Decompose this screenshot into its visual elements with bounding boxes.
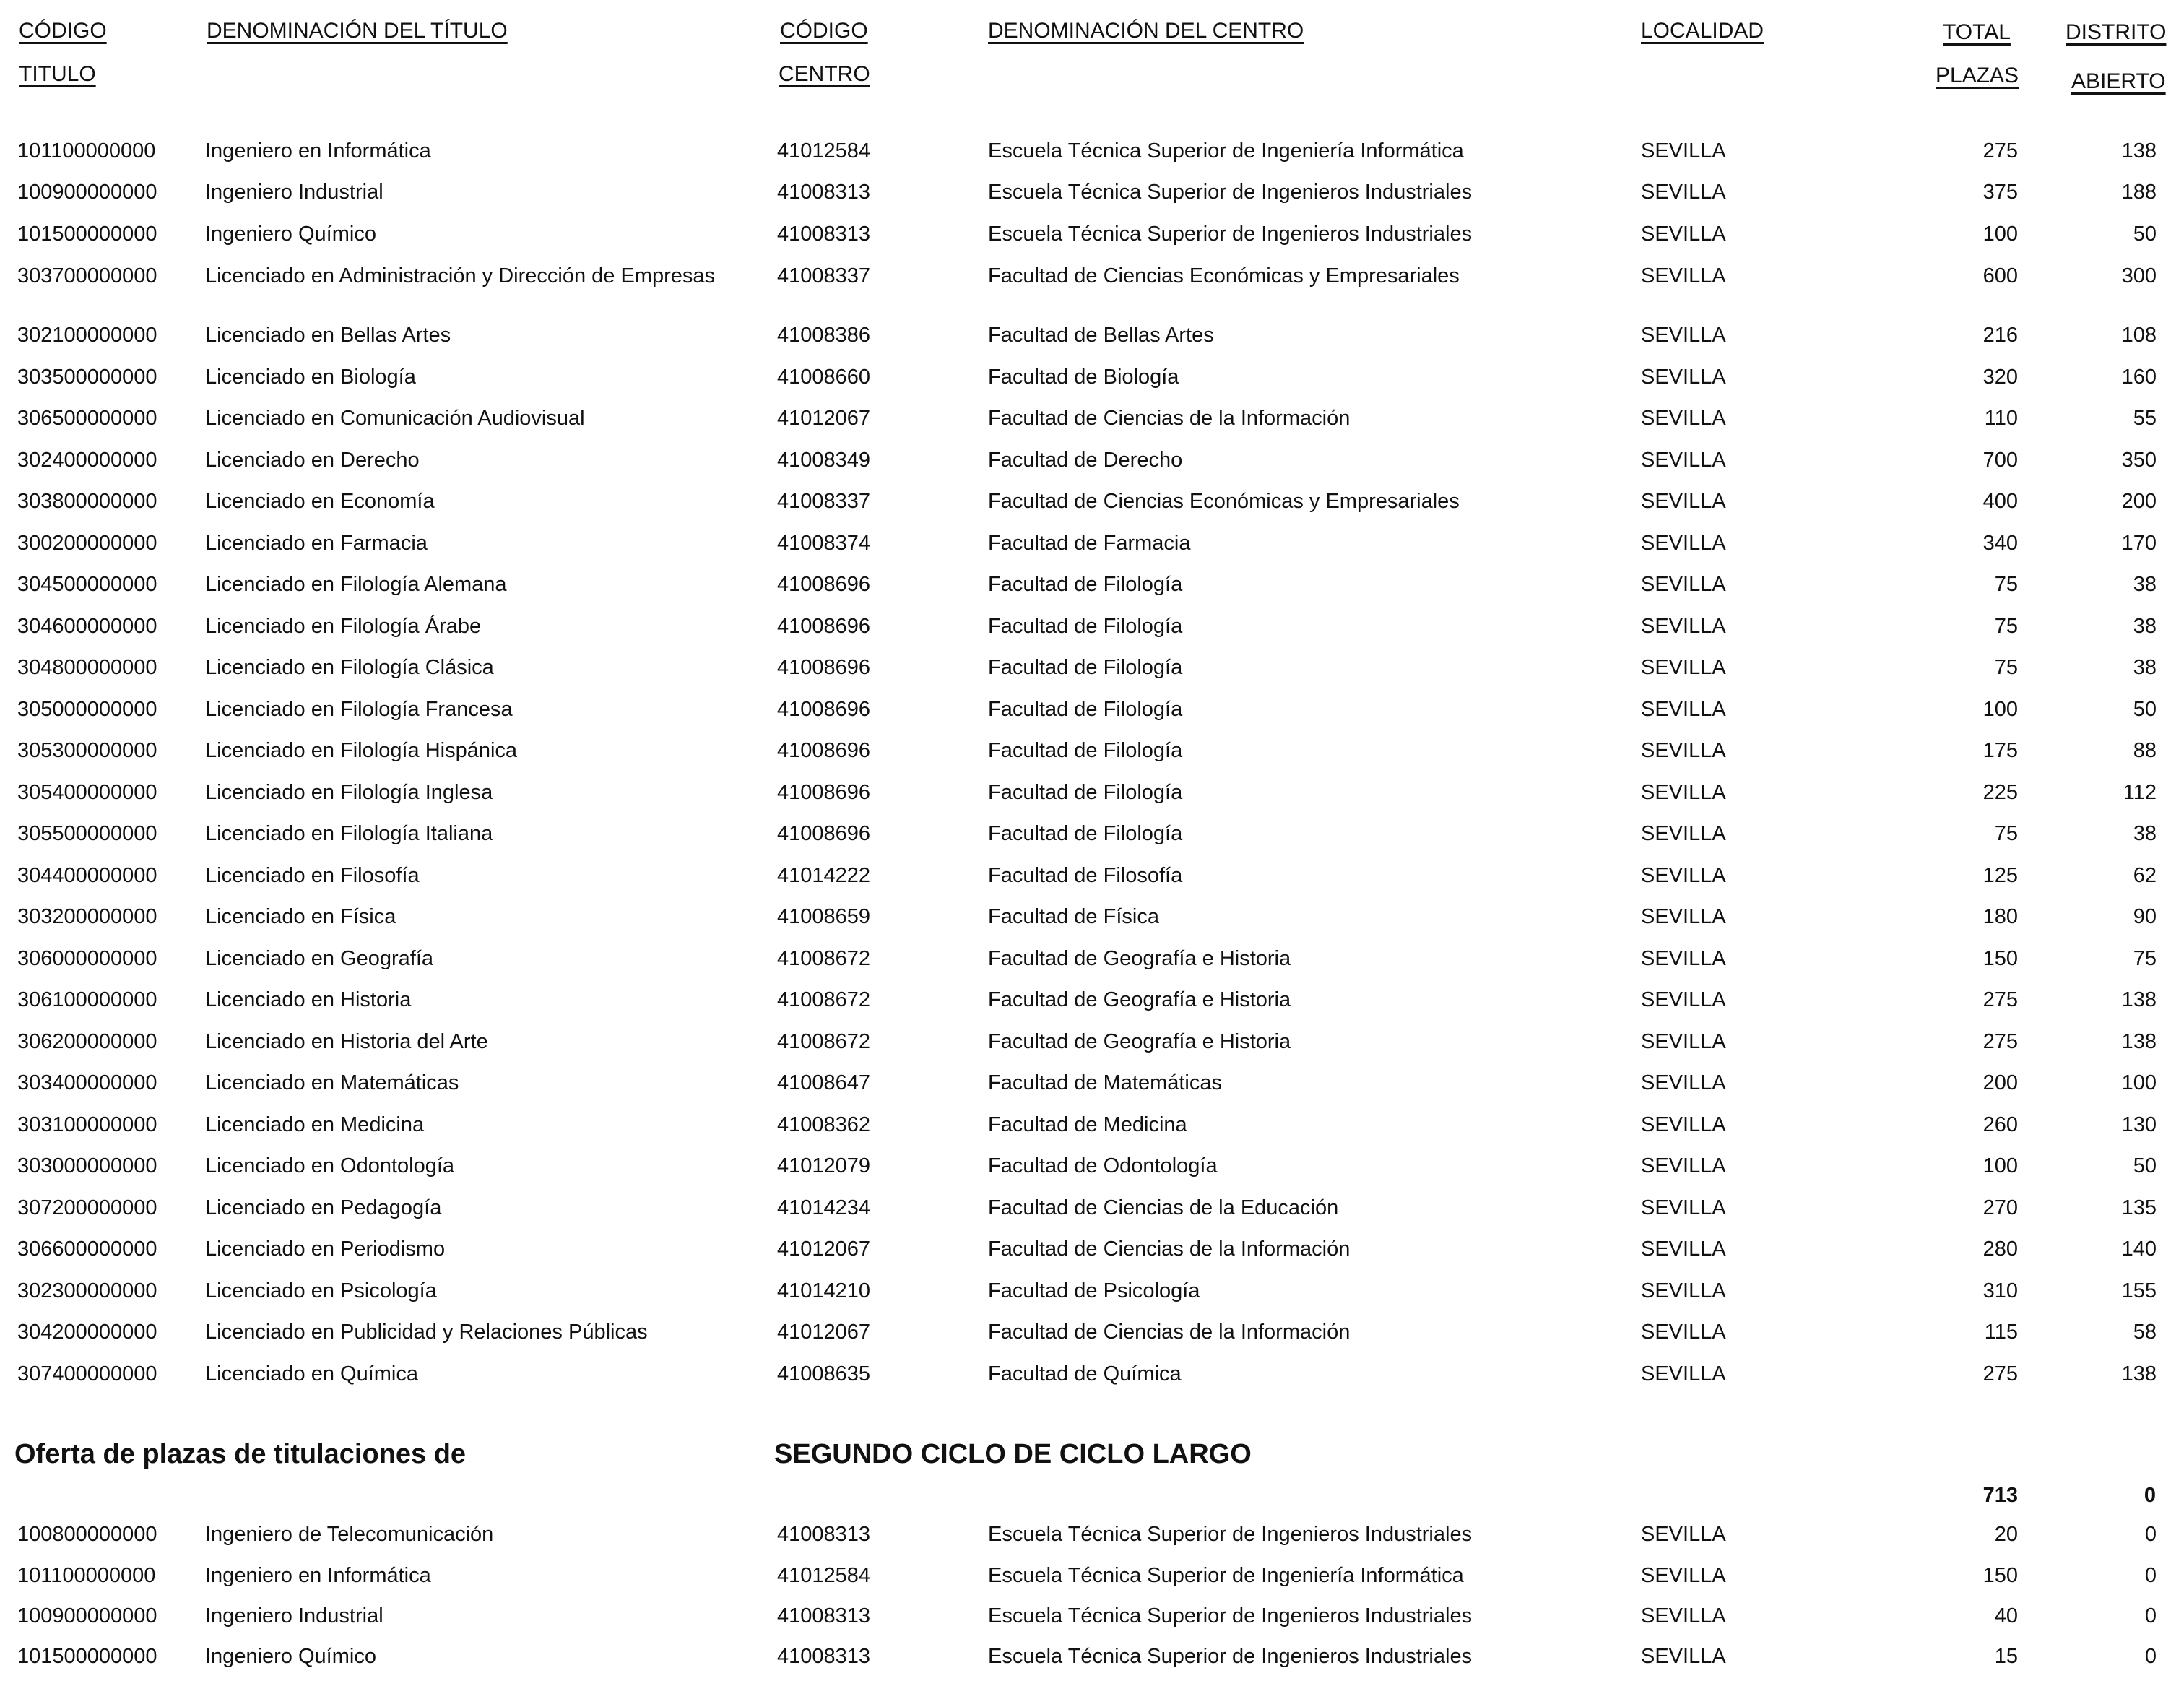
- cell-denominacion-titulo: Licenciado en Comunicación Audiovisual: [205, 407, 585, 430]
- cell-denominacion-titulo: Licenciado en Filología Hispánica: [205, 739, 518, 762]
- cell-distrito-abierto: 38: [2133, 656, 2157, 679]
- cell-denominacion-centro: Facultad de Geografía e Historia: [988, 1030, 1291, 1053]
- cell-localidad: SEVILLA: [1641, 656, 1726, 679]
- cell-denominacion-centro: Facultad de Filología: [988, 698, 1183, 721]
- cell-distrito-abierto: 138: [2121, 988, 2157, 1011]
- cell-codigo-centro: 41008696: [777, 573, 871, 596]
- cell-denominacion-titulo: Licenciado en Psicología: [205, 1279, 437, 1302]
- cell-codigo-centro: 41008374: [777, 532, 871, 555]
- cell-codigo-centro: 41008386: [777, 324, 871, 347]
- cell-denominacion-centro: Facultad de Geografía e Historia: [988, 947, 1291, 970]
- section-title-left: Oferta de plazas de titulaciones de: [14, 1439, 467, 1469]
- cell-distrito-abierto: 0: [2144, 1604, 2157, 1628]
- cell-codigo-centro: 41008660: [777, 366, 871, 389]
- cell-distrito-abierto: 38: [2133, 822, 2157, 845]
- cell-codigo-titulo: 100800000000: [17, 1523, 157, 1546]
- cell-denominacion-titulo: Licenciado en Geografía: [205, 947, 433, 970]
- cell-distrito-abierto: 100: [2121, 1071, 2157, 1094]
- cell-denominacion-titulo: Licenciado en Filosofía: [205, 864, 420, 887]
- cell-distrito-abierto: 50: [2133, 1154, 2157, 1177]
- cell-distrito-abierto: 0: [2144, 1564, 2157, 1587]
- cell-codigo-titulo: 306200000000: [17, 1030, 157, 1053]
- cell-total-plazas: 150: [1982, 1564, 2018, 1587]
- cell-denominacion-centro: Facultad de Química: [988, 1362, 1182, 1386]
- cell-localidad: SEVILLA: [1641, 1113, 1726, 1136]
- cell-denominacion-centro: Escuela Técnica Superior de Ingenieros Industriales: [988, 1604, 1473, 1628]
- header-codigo-titulo-line1: CÓDIGO: [19, 19, 107, 43]
- cell-distrito-abierto: 140: [2121, 1237, 2157, 1261]
- cell-localidad: SEVILLA: [1641, 573, 1726, 596]
- cell-codigo-titulo: 307400000000: [17, 1362, 157, 1386]
- cell-distrito-abierto: 300: [2121, 264, 2157, 288]
- cell-denominacion-centro: Facultad de Derecho: [988, 449, 1183, 472]
- cell-denominacion-titulo: Licenciado en Publicidad y Relaciones Públicas: [205, 1321, 648, 1344]
- cell-localidad: SEVILLA: [1641, 1645, 1726, 1668]
- cell-localidad: SEVILLA: [1641, 615, 1726, 638]
- cell-denominacion-centro: Escuela Técnica Superior de Ingenieros Industriales: [988, 222, 1473, 246]
- cell-codigo-titulo: 306000000000: [17, 947, 157, 970]
- cell-total-plazas: 180: [1982, 905, 2018, 928]
- cell-denominacion-titulo: Licenciado en Odontología: [205, 1154, 455, 1177]
- cell-localidad: SEVILLA: [1641, 1523, 1726, 1546]
- cell-codigo-centro: 41008349: [777, 449, 871, 472]
- cell-localidad: SEVILLA: [1641, 1362, 1726, 1386]
- cell-localidad: SEVILLA: [1641, 864, 1726, 887]
- cell-denominacion-titulo: Licenciado en Filología Francesa: [205, 698, 513, 721]
- cell-localidad: SEVILLA: [1641, 1154, 1726, 1177]
- cell-localidad: SEVILLA: [1641, 1279, 1726, 1302]
- section-title-right: SEGUNDO CICLO DE CICLO LARGO: [774, 1439, 1252, 1469]
- cell-codigo-titulo: 302300000000: [17, 1279, 157, 1302]
- header-codigo-titulo-line2: TITULO: [19, 62, 96, 86]
- header-distrito-line2: ABIERTO: [2071, 69, 2166, 93]
- cell-total-plazas: 40: [1994, 1604, 2018, 1628]
- cell-codigo-centro: 41008362: [777, 1113, 871, 1136]
- cell-codigo-titulo: 304500000000: [17, 573, 157, 596]
- cell-denominacion-centro: Facultad de Bellas Artes: [988, 324, 1214, 347]
- cell-codigo-centro: 41014222: [777, 864, 871, 887]
- cell-distrito-abierto: 155: [2121, 1279, 2157, 1302]
- cell-codigo-centro: 41008672: [777, 1030, 871, 1053]
- cell-total-plazas: 110: [1984, 407, 2018, 430]
- cell-codigo-titulo: 101100000000: [17, 139, 156, 163]
- cell-total-plazas: 275: [1982, 1030, 2018, 1053]
- cell-codigo-titulo: 303400000000: [17, 1071, 157, 1094]
- cell-distrito-abierto: 38: [2133, 615, 2157, 638]
- cell-distrito-abierto: 38: [2133, 573, 2157, 596]
- cell-distrito-abierto: 75: [2133, 947, 2157, 970]
- cell-localidad: SEVILLA: [1641, 1030, 1726, 1053]
- cell-denominacion-centro: Facultad de Farmacia: [988, 532, 1191, 555]
- cell-denominacion-centro: Facultad de Ciencias Económicas y Empresariales: [988, 264, 1460, 288]
- cell-denominacion-centro: Facultad de Odontología: [988, 1154, 1218, 1177]
- cell-total-plazas: 275: [1982, 1362, 2018, 1386]
- cell-localidad: SEVILLA: [1641, 1321, 1726, 1344]
- cell-denominacion-titulo: Licenciado en Química: [205, 1362, 418, 1386]
- header-denominacion-centro: DENOMINACIÓN DEL CENTRO: [988, 19, 1304, 43]
- cell-localidad: SEVILLA: [1641, 139, 1726, 163]
- cell-localidad: SEVILLA: [1641, 222, 1726, 246]
- cell-total-plazas: 270: [1982, 1196, 2018, 1219]
- cell-denominacion-titulo: Licenciado en Filología Clásica: [205, 656, 494, 679]
- cell-total-plazas: 225: [1982, 781, 2018, 804]
- cell-codigo-centro: 41012067: [777, 1321, 871, 1344]
- cell-codigo-centro: 41008635: [777, 1362, 871, 1386]
- cell-localidad: SEVILLA: [1641, 947, 1726, 970]
- cell-distrito-abierto: 130: [2121, 1113, 2157, 1136]
- cell-localidad: SEVILLA: [1641, 181, 1726, 204]
- cell-denominacion-centro: Facultad de Biología: [988, 366, 1179, 389]
- cell-total-plazas: 150: [1982, 947, 2018, 970]
- cell-codigo-centro: 41008337: [777, 264, 871, 288]
- cell-total-plazas: 216: [1982, 324, 2018, 347]
- cell-denominacion-titulo: Licenciado en Economía: [205, 490, 435, 513]
- cell-codigo-titulo: 303000000000: [17, 1154, 157, 1177]
- cell-codigo-titulo: 304600000000: [17, 615, 157, 638]
- cell-denominacion-centro: Facultad de Medicina: [988, 1113, 1187, 1136]
- cell-denominacion-titulo: Ingeniero Industrial: [205, 1604, 384, 1628]
- cell-denominacion-centro: Facultad de Filología: [988, 739, 1183, 762]
- cell-localidad: SEVILLA: [1641, 1071, 1726, 1094]
- cell-localidad: SEVILLA: [1641, 1604, 1726, 1628]
- cell-total-plazas: 400: [1982, 490, 2018, 513]
- cell-total-plazas: 125: [1982, 864, 2018, 887]
- cell-total-plazas: 75: [1994, 573, 2018, 596]
- cell-denominacion-titulo: Ingeniero en Informática: [205, 1564, 431, 1587]
- cell-denominacion-titulo: Licenciado en Medicina: [205, 1113, 425, 1136]
- cell-codigo-titulo: 304200000000: [17, 1321, 157, 1344]
- cell-localidad: SEVILLA: [1641, 988, 1726, 1011]
- cell-codigo-titulo: 306500000000: [17, 407, 157, 430]
- cell-localidad: SEVILLA: [1641, 449, 1726, 472]
- cell-codigo-centro: 41008696: [777, 656, 871, 679]
- cell-distrito-abierto: 200: [2121, 490, 2157, 513]
- cell-total-plazas: 375: [1982, 181, 2018, 204]
- cell-codigo-centro: 41008313: [777, 181, 871, 204]
- cell-denominacion-centro: Facultad de Psicología: [988, 1279, 1200, 1302]
- cell-denominacion-centro: Escuela Técnica Superior de Ingenieros Industriales: [988, 1523, 1473, 1546]
- cell-codigo-titulo: 300200000000: [17, 532, 157, 555]
- cell-denominacion-centro: Facultad de Ciencias de la Información: [988, 1237, 1351, 1261]
- cell-total-plazas: 175: [1982, 739, 2018, 762]
- cell-codigo-titulo: 303100000000: [17, 1113, 157, 1136]
- cell-denominacion-titulo: Licenciado en Farmacia: [205, 532, 428, 555]
- cell-codigo-titulo: 305500000000: [17, 822, 157, 845]
- cell-codigo-centro: 41014210: [777, 1279, 871, 1302]
- header-codigo-centro-line1: CÓDIGO: [780, 19, 868, 43]
- section-total-plazas: 713: [1982, 1484, 2018, 1507]
- cell-codigo-centro: 41012067: [777, 1237, 871, 1261]
- cell-total-plazas: 340: [1982, 532, 2018, 555]
- cell-localidad: SEVILLA: [1641, 264, 1726, 288]
- cell-localidad: SEVILLA: [1641, 407, 1726, 430]
- cell-denominacion-titulo: Ingeniero Químico: [205, 1645, 376, 1668]
- cell-denominacion-titulo: Licenciado en Historia: [205, 988, 412, 1011]
- cell-codigo-titulo: 101500000000: [17, 222, 157, 246]
- cell-localidad: SEVILLA: [1641, 324, 1726, 347]
- cell-total-plazas: 275: [1982, 988, 2018, 1011]
- cell-localidad: SEVILLA: [1641, 1196, 1726, 1219]
- cell-total-plazas: 115: [1984, 1321, 2018, 1344]
- cell-codigo-titulo: 307200000000: [17, 1196, 157, 1219]
- cell-distrito-abierto: 108: [2121, 324, 2157, 347]
- cell-codigo-titulo: 303700000000: [17, 264, 157, 288]
- cell-localidad: SEVILLA: [1641, 698, 1726, 721]
- cell-total-plazas: 320: [1982, 366, 2018, 389]
- cell-denominacion-titulo: Ingeniero en Informática: [205, 139, 431, 163]
- header-total-line1: TOTAL: [1943, 20, 2011, 44]
- cell-total-plazas: 200: [1982, 1071, 2018, 1094]
- header-total-line2: PLAZAS: [1936, 64, 2019, 87]
- cell-denominacion-centro: Escuela Técnica Superior de Ingenieros Industriales: [988, 1645, 1473, 1668]
- cell-denominacion-titulo: Licenciado en Periodismo: [205, 1237, 446, 1261]
- cell-total-plazas: 700: [1982, 449, 2018, 472]
- cell-denominacion-centro: Facultad de Ciencias de la Educación: [988, 1196, 1339, 1219]
- cell-distrito-abierto: 50: [2133, 698, 2157, 721]
- cell-denominacion-titulo: Licenciado en Administración y Dirección de Empresas: [205, 264, 716, 288]
- cell-localidad: SEVILLA: [1641, 1237, 1726, 1261]
- cell-codigo-titulo: 302400000000: [17, 449, 157, 472]
- cell-denominacion-titulo: Ingeniero Industrial: [205, 181, 384, 204]
- cell-denominacion-titulo: Licenciado en Derecho: [205, 449, 420, 472]
- cell-distrito-abierto: 0: [2144, 1523, 2157, 1546]
- cell-distrito-abierto: 90: [2133, 905, 2157, 928]
- cell-codigo-centro: 41014234: [777, 1196, 871, 1219]
- cell-codigo-titulo: 305400000000: [17, 781, 157, 804]
- cell-distrito-abierto: 138: [2121, 1362, 2157, 1386]
- cell-codigo-centro: 41008696: [777, 822, 871, 845]
- cell-distrito-abierto: 170: [2121, 532, 2157, 555]
- cell-denominacion-centro: Facultad de Física: [988, 905, 1159, 928]
- cell-distrito-abierto: 160: [2121, 366, 2157, 389]
- cell-localidad: SEVILLA: [1641, 905, 1726, 928]
- cell-localidad: SEVILLA: [1641, 1564, 1726, 1587]
- cell-denominacion-titulo: Licenciado en Filología Alemana: [205, 573, 507, 596]
- cell-codigo-centro: 41008696: [777, 781, 871, 804]
- section-total-distrito: 0: [2144, 1484, 2156, 1507]
- cell-denominacion-titulo: Licenciado en Filología Árabe: [205, 615, 482, 638]
- cell-total-plazas: 260: [1982, 1113, 2018, 1136]
- cell-denominacion-titulo: Licenciado en Historia del Arte: [205, 1030, 488, 1053]
- cell-denominacion-centro: Facultad de Ciencias de la Información: [988, 407, 1351, 430]
- cell-denominacion-titulo: Ingeniero de Telecomunicación: [205, 1523, 494, 1546]
- cell-codigo-centro: 41012584: [777, 139, 871, 163]
- cell-denominacion-centro: Facultad de Filología: [988, 615, 1183, 638]
- cell-denominacion-titulo: Licenciado en Física: [205, 905, 396, 928]
- cell-codigo-titulo: 304800000000: [17, 656, 157, 679]
- cell-codigo-centro: 41008672: [777, 947, 871, 970]
- cell-denominacion-centro: Facultad de Ciencias de la Información: [988, 1321, 1351, 1344]
- cell-distrito-abierto: 188: [2121, 181, 2157, 204]
- cell-codigo-centro: 41008672: [777, 988, 871, 1011]
- cell-denominacion-centro: Facultad de Ciencias Económicas y Empresariales: [988, 490, 1460, 513]
- cell-total-plazas: 100: [1982, 698, 2018, 721]
- cell-codigo-centro: 41008313: [777, 1645, 871, 1668]
- cell-codigo-titulo: 101500000000: [17, 1645, 157, 1668]
- cell-denominacion-centro: Facultad de Filología: [988, 822, 1183, 845]
- cell-localidad: SEVILLA: [1641, 739, 1726, 762]
- cell-distrito-abierto: 135: [2121, 1196, 2157, 1219]
- cell-denominacion-centro: Facultad de Geografía e Historia: [988, 988, 1291, 1011]
- cell-codigo-titulo: 306600000000: [17, 1237, 157, 1261]
- cell-total-plazas: 310: [1982, 1279, 2018, 1302]
- cell-denominacion-titulo: Licenciado en Bellas Artes: [205, 324, 451, 347]
- cell-total-plazas: 275: [1982, 139, 2018, 163]
- cell-denominacion-titulo: Licenciado en Pedagogía: [205, 1196, 442, 1219]
- cell-codigo-centro: 41008337: [777, 490, 871, 513]
- cell-codigo-centro: 41008313: [777, 1604, 871, 1628]
- cell-distrito-abierto: 62: [2133, 864, 2157, 887]
- cell-codigo-titulo: 304400000000: [17, 864, 157, 887]
- cell-total-plazas: 20: [1994, 1523, 2018, 1546]
- cell-codigo-titulo: 303800000000: [17, 490, 157, 513]
- cell-distrito-abierto: 55: [2133, 407, 2157, 430]
- cell-denominacion-centro: Facultad de Filología: [988, 781, 1183, 804]
- cell-codigo-titulo: 302100000000: [17, 324, 157, 347]
- cell-total-plazas: 75: [1994, 615, 2018, 638]
- cell-distrito-abierto: 350: [2121, 449, 2157, 472]
- cell-denominacion-centro: Facultad de Matemáticas: [988, 1071, 1222, 1094]
- header-distrito-line1: DISTRITO: [2066, 20, 2167, 44]
- cell-distrito-abierto: 138: [2121, 139, 2157, 163]
- cell-denominacion-titulo: Licenciado en Filología Inglesa: [205, 781, 493, 804]
- cell-denominacion-centro: Facultad de Filología: [988, 656, 1183, 679]
- cell-denominacion-centro: Escuela Técnica Superior de Ingeniería Informática: [988, 139, 1464, 163]
- cell-codigo-centro: 41012079: [777, 1154, 871, 1177]
- cell-codigo-titulo: 305300000000: [17, 739, 157, 762]
- cell-codigo-centro: 41008696: [777, 739, 871, 762]
- cell-localidad: SEVILLA: [1641, 822, 1726, 845]
- cell-total-plazas: 100: [1982, 1154, 2018, 1177]
- cell-codigo-centro: 41008313: [777, 222, 871, 246]
- cell-denominacion-centro: Facultad de Filosofía: [988, 864, 1183, 887]
- cell-codigo-titulo: 306100000000: [17, 988, 157, 1011]
- cell-denominacion-centro: Escuela Técnica Superior de Ingenieros Industriales: [988, 181, 1473, 204]
- cell-codigo-centro: 41008696: [777, 615, 871, 638]
- cell-distrito-abierto: 58: [2133, 1321, 2157, 1344]
- cell-codigo-titulo: 100900000000: [17, 1604, 157, 1628]
- cell-total-plazas: 100: [1982, 222, 2018, 246]
- cell-denominacion-centro: Escuela Técnica Superior de Ingeniería Informática: [988, 1564, 1464, 1587]
- cell-codigo-titulo: 303200000000: [17, 905, 157, 928]
- cell-denominacion-centro: Facultad de Filología: [988, 573, 1183, 596]
- cell-total-plazas: 600: [1982, 264, 2018, 288]
- cell-denominacion-titulo: Licenciado en Biología: [205, 366, 416, 389]
- cell-codigo-titulo: 100900000000: [17, 181, 157, 204]
- cell-distrito-abierto: 138: [2121, 1030, 2157, 1053]
- cell-total-plazas: 75: [1994, 656, 2018, 679]
- cell-distrito-abierto: 50: [2133, 222, 2157, 246]
- cell-codigo-centro: 41008647: [777, 1071, 871, 1094]
- cell-distrito-abierto: 112: [2123, 781, 2157, 804]
- cell-total-plazas: 75: [1994, 822, 2018, 845]
- cell-codigo-centro: 41008696: [777, 698, 871, 721]
- cell-denominacion-titulo: Ingeniero Químico: [205, 222, 376, 246]
- header-codigo-centro-line2: CENTRO: [779, 62, 870, 86]
- cell-codigo-centro: 41008313: [777, 1523, 871, 1546]
- header-denominacion-titulo: DENOMINACIÓN DEL TÍTULO: [207, 19, 508, 43]
- cell-localidad: SEVILLA: [1641, 490, 1726, 513]
- cell-codigo-titulo: 303500000000: [17, 366, 157, 389]
- cell-distrito-abierto: 0: [2144, 1645, 2157, 1668]
- cell-localidad: SEVILLA: [1641, 532, 1726, 555]
- cell-codigo-centro: 41012067: [777, 407, 871, 430]
- header-localidad: LOCALIDAD: [1641, 19, 1764, 43]
- cell-localidad: SEVILLA: [1641, 781, 1726, 804]
- cell-distrito-abierto: 88: [2133, 739, 2157, 762]
- cell-denominacion-titulo: Licenciado en Matemáticas: [205, 1071, 459, 1094]
- cell-codigo-titulo: 101100000000: [17, 1564, 156, 1587]
- cell-total-plazas: 15: [1994, 1645, 2018, 1668]
- cell-codigo-centro: 41012584: [777, 1564, 871, 1587]
- cell-codigo-titulo: 305000000000: [17, 698, 157, 721]
- cell-codigo-centro: 41008659: [777, 905, 871, 928]
- cell-localidad: SEVILLA: [1641, 366, 1726, 389]
- cell-total-plazas: 280: [1982, 1237, 2018, 1261]
- cell-denominacion-titulo: Licenciado en Filología Italiana: [205, 822, 493, 845]
